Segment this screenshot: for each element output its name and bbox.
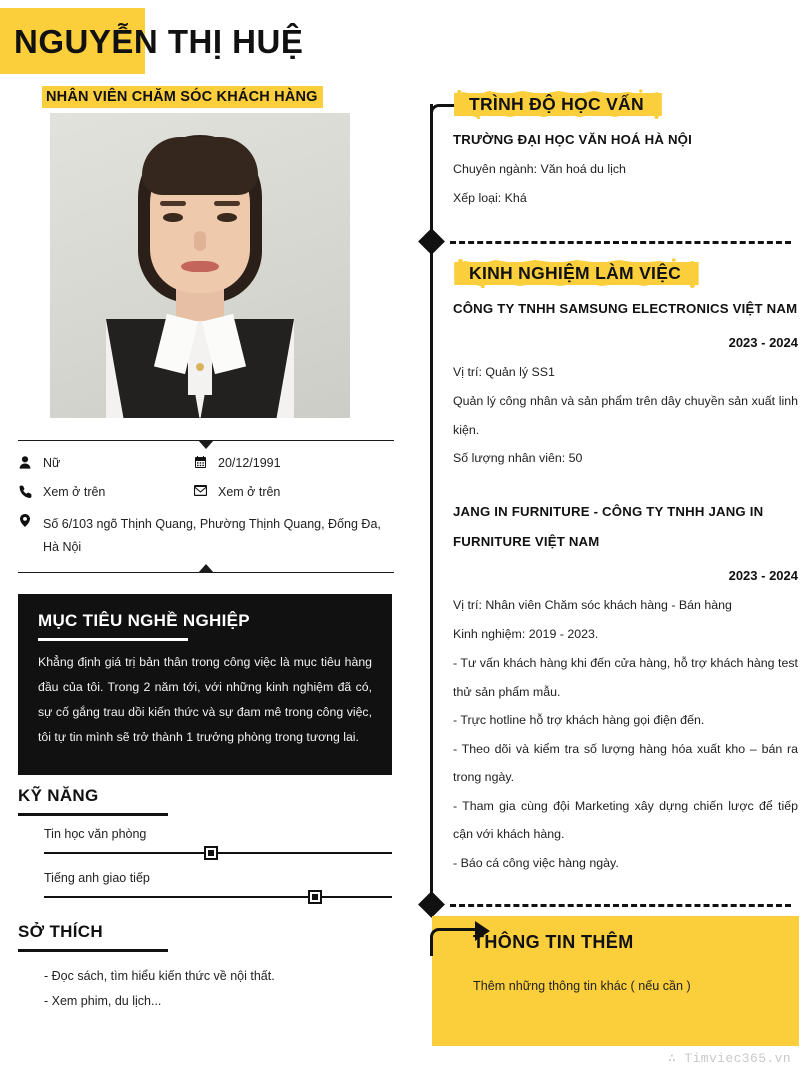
photo-brow-left [160,201,186,206]
skill-name: Tin học văn phòng [44,826,147,841]
photo-pendant [196,363,204,371]
photo-eye-left [163,213,183,222]
photo-nose [194,231,206,251]
skill-item [18,860,392,904]
experience-title: KINH NGHIỆM LÀM VIỆC [469,263,682,283]
contact-birthday-value: 20/12/1991 [218,456,281,470]
education-major: Chuyên ngành: Văn hoá du lịch [453,162,626,176]
contact-divider-bottom [18,572,394,573]
contact-grid [18,441,394,572]
job-duty: - Báo cá công việc hàng ngày. [453,855,619,870]
contact-gender-value: Nữ [43,456,61,470]
hobbies-section [18,922,392,1014]
contact-email[interactable] [193,484,394,501]
skill-item [18,816,392,860]
location-pin-icon [18,513,32,527]
contact-birthday [193,455,394,472]
job-duty: - Trực hotline hỗ trợ khách hàng gọi điện đến. [453,713,705,727]
job-duty: - Theo dõi và kiểm tra số lượng hàng hóa xuất kho – bán ra trong ngày. [453,741,798,784]
career-objective-title: MỤC TIÊU NGHỀ NGHIỆP [38,611,250,630]
triangle-marker-up-icon [198,564,214,573]
right-column [412,0,811,1075]
skill-slider-track [44,896,392,898]
skill-name: Tiếng anh giao tiếp [44,870,150,885]
triangle-marker-down-icon [198,440,214,449]
job-title: NHÂN VIÊN CHĂM SÓC KHÁCH HÀNG [42,86,323,108]
career-objective-text: Khẳng định giá trị bản thân trong công việc là mục tiêu hàng đầu của tôi. Trong 2 năm tới, với những kinh nghiệm đã có, sự cố gắng trau dồi kiến thức và sự đam mê trong công việc, tôi tự tin mình sẽ trở thành 1 trưởng phòng trong tương lai. [38,654,372,744]
contact-divider-top [18,440,394,441]
education-school: TRƯỜNG ĐẠI HỌC VĂN HOÁ HÀ NỘI [453,132,692,147]
extra-info-title: THÔNG TIN THÊM [473,932,634,952]
education-grade: Xếp loại: Khá [453,191,527,205]
calendar-icon [193,455,207,469]
education-title: TRÌNH ĐỘ HỌC VẤN [469,94,644,114]
extra-info-content [473,932,793,995]
skill-slider-handle[interactable] [204,846,218,860]
job-position: Vị trí: Quản lý SS1 [453,365,555,379]
dashed-divider-extra [450,904,791,907]
experience-job [453,294,798,473]
education-title-brush [453,89,664,119]
photo-neckline [188,349,212,395]
job-spacer [453,473,798,491]
skills-title: KỸ NĂNG [18,786,99,805]
contact-address [18,513,394,559]
skill-slider[interactable] [44,890,392,904]
envelope-icon [193,484,207,496]
experience-title-brush [453,258,701,288]
job-description: Quản lý công nhân và sản phẩm trên dây chuyền sản xuất linh kiện. [453,394,798,437]
skill-slider-handle[interactable] [308,890,322,904]
contact-gender [18,455,193,472]
career-objective-underline [38,638,188,641]
job-years: Kinh nghiệm: 2019 - 2023. [453,627,599,641]
photo-lips [181,261,219,272]
contact-email-value: Xem ở trên [218,485,281,499]
hobbies-list [18,952,392,1014]
job-period: 2023 - 2024 [728,335,798,350]
job-company: CÔNG TY TNHH SAMSUNG ELECTRONICS VIỆT NAM [453,301,798,316]
hobby-item: - Đọc sách, tìm hiểu kiến thức về nội thất. [44,968,275,983]
job-staff-count: Số lượng nhân viên: 50 [453,451,583,465]
contact-phone[interactable] [18,484,193,501]
footer-watermark: ∴ Timviec365.vn [667,1051,791,1066]
contact-phone-value: Xem ở trên [43,485,106,499]
phone-icon [18,484,32,498]
timeline-diamond-extra [418,891,445,918]
contact-address-value: Số 6/103 ngõ Thịnh Quang, Phường Thịnh Quang, Đống Đa, Hà Nội [43,517,381,554]
skill-slider[interactable] [44,846,392,860]
experience-job [453,497,798,877]
photo-brow-right [214,201,240,206]
job-company: JANG IN FURNITURE - CÔNG TY TNHH JANG IN FURNITURE VIỆT NAM [453,504,764,549]
hobby-item: - Xem phim, du lịch... [44,993,162,1008]
job-duty: - Tư vấn khách hàng khi đến cửa hàng, hỗ trợ khách hàng test thử sản phẩm mẫu. [453,656,798,699]
person-icon [18,455,32,469]
candidate-name: NGUYỄN THỊ HUỆ [14,23,304,60]
skills-section [18,786,392,904]
photo-eye-right [217,213,237,222]
timeline-branch-extra [430,928,476,956]
job-duty: - Tham gia cùng đội Marketing xây dựng chiến lược để tiếp cận với khách hàng. [453,798,798,841]
timeline-spine [430,104,433,910]
education-section [453,89,798,213]
job-title-wrap [42,86,323,108]
job-position: Vị trí: Nhân viên Chăm sóc khách hàng - Bán hàng [453,598,732,612]
name-block [0,8,412,74]
job-period: 2023 - 2024 [728,568,798,583]
career-objective-section [18,594,392,775]
profile-photo [50,113,350,418]
hobbies-title: SỞ THÍCH [18,922,103,941]
extra-info-text: Thêm những thông tin khác ( nếu cần ) [473,979,691,993]
contact-block [18,440,394,573]
timeline-diamond-experience [418,228,445,255]
photo-hair-top [142,137,258,195]
dashed-divider-experience [450,241,791,244]
experience-section [453,258,798,877]
